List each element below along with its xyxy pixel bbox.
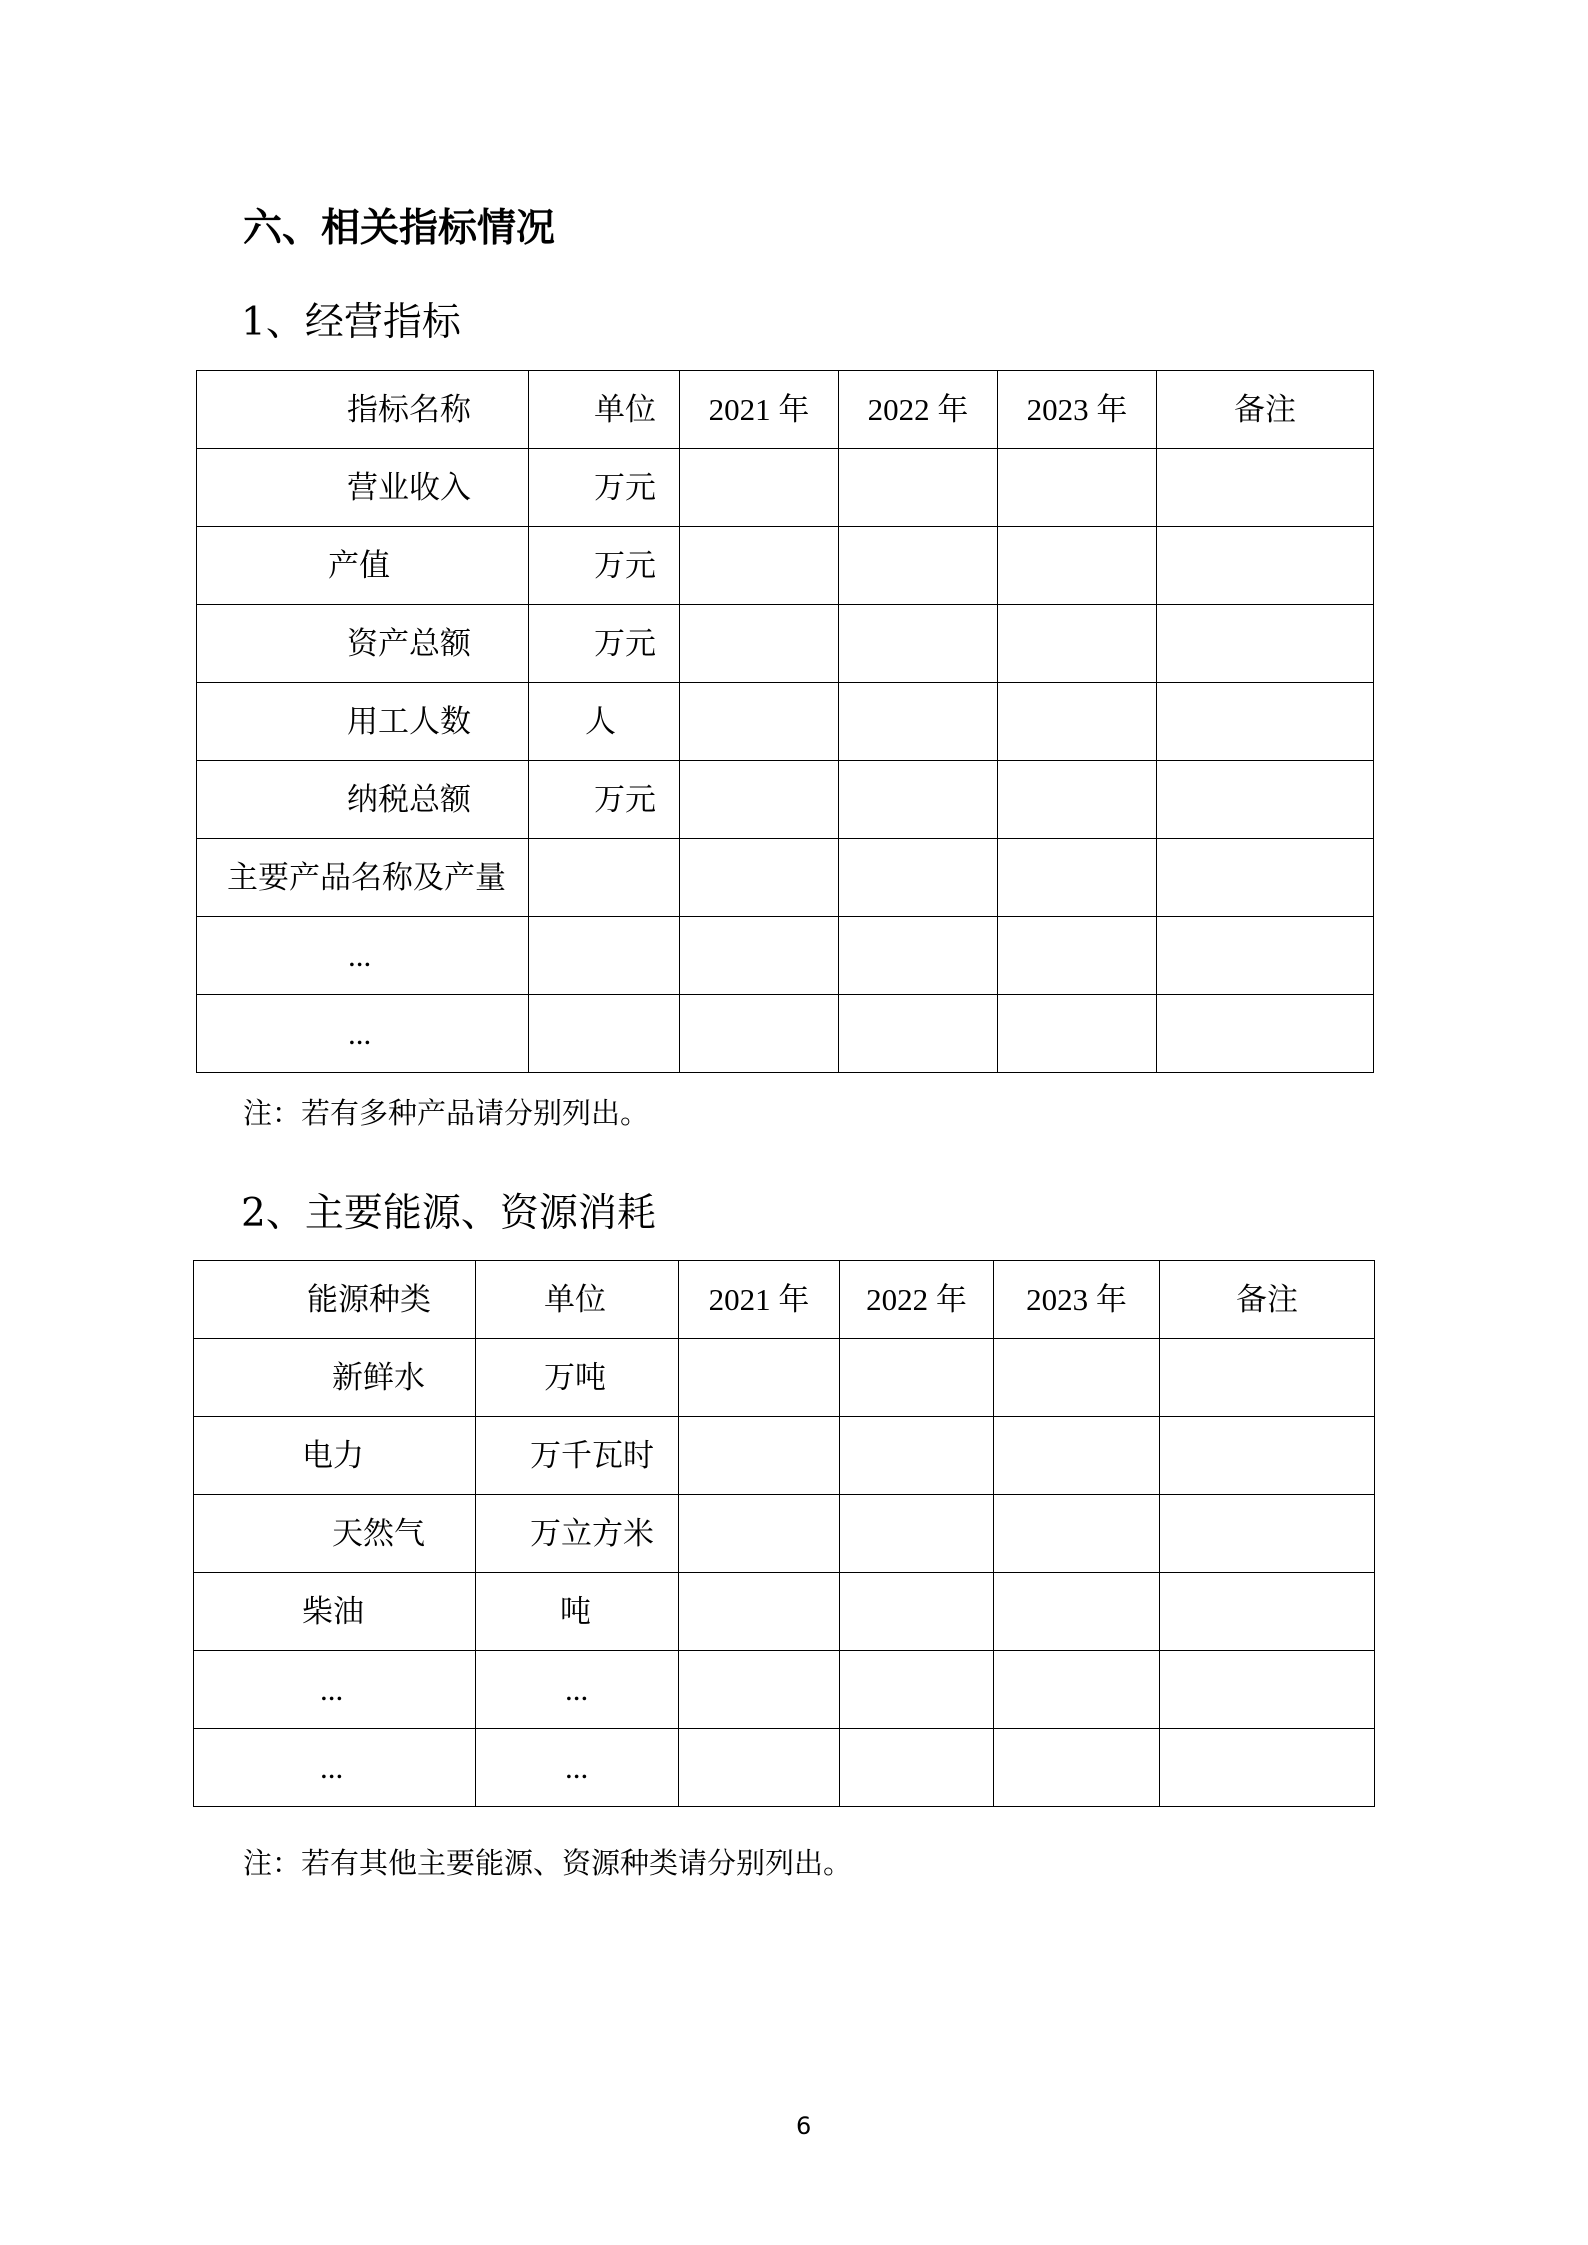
cell-2021 [680, 839, 839, 917]
cell-remarks [1160, 1573, 1375, 1651]
row-unit: ... [476, 1729, 679, 1807]
cell-2023 [994, 1729, 1160, 1807]
cell-remarks [1157, 761, 1374, 839]
table-row [194, 1417, 1375, 1495]
cell-2023 [994, 1573, 1160, 1651]
row-unit: ... [476, 1651, 679, 1729]
table-row [197, 527, 1374, 605]
header-2023: 2023 年 [998, 371, 1157, 449]
row-unit: 人 [529, 683, 680, 761]
row-name: ... [197, 995, 529, 1073]
table-row [197, 917, 1374, 995]
cell-2021 [679, 1339, 840, 1417]
cell-2022 [840, 1573, 994, 1651]
cell-2023 [998, 761, 1157, 839]
cell-2021 [680, 527, 839, 605]
table-row [197, 761, 1374, 839]
cell-remarks [1160, 1339, 1375, 1417]
row-name: 产值 [197, 527, 529, 605]
cell-2023 [998, 527, 1157, 605]
row-unit: 吨 [476, 1573, 679, 1651]
cell-2021 [679, 1495, 840, 1573]
cell-2021 [680, 683, 839, 761]
cell-remarks [1160, 1651, 1375, 1729]
cell-2023 [994, 1339, 1160, 1417]
cell-2023 [994, 1417, 1160, 1495]
cell-2021 [679, 1417, 840, 1495]
header-indicator-name: 指标名称 [197, 371, 529, 449]
row-unit [529, 995, 680, 1073]
row-unit: 万吨 [476, 1339, 679, 1417]
header-energy-type: 能源种类 [194, 1261, 476, 1339]
cell-2021 [680, 761, 839, 839]
cell-2022 [839, 917, 998, 995]
row-name: 天然气 [194, 1495, 476, 1573]
cell-2022 [839, 683, 998, 761]
row-unit [529, 917, 680, 995]
row-unit: 万元 [529, 605, 680, 683]
row-unit [529, 839, 680, 917]
cell-2022 [839, 839, 998, 917]
cell-2022 [839, 605, 998, 683]
row-unit: 万元 [529, 761, 680, 839]
header-unit: 单位 [476, 1261, 679, 1339]
table-row [194, 1651, 1375, 1729]
table-row [197, 995, 1374, 1073]
table-row [194, 1495, 1375, 1573]
table-row [197, 449, 1374, 527]
cell-2023 [998, 683, 1157, 761]
cell-2023 [994, 1495, 1160, 1573]
energy-table-note: 注：若有其他主要能源、资源种类请分别列出。 [243, 1846, 853, 1880]
header-remarks: 备注 [1160, 1261, 1375, 1339]
table-row [194, 1339, 1375, 1417]
row-name: ... [194, 1651, 476, 1729]
row-name: ... [194, 1729, 476, 1807]
cell-remarks [1157, 605, 1374, 683]
cell-2022 [839, 449, 998, 527]
cell-2021 [679, 1651, 840, 1729]
cell-remarks [1160, 1495, 1375, 1573]
row-unit: 万立方米 [476, 1495, 679, 1573]
cell-remarks [1157, 839, 1374, 917]
cell-2022 [839, 761, 998, 839]
cell-2021 [680, 917, 839, 995]
subsection-title-energy: 2、主要能源、资源消耗 [241, 1191, 656, 1236]
cell-2021 [680, 449, 839, 527]
page-number: 6 [796, 2112, 812, 2140]
cell-2022 [839, 527, 998, 605]
cell-2023 [998, 839, 1157, 917]
header-2021: 2021 年 [680, 371, 839, 449]
header-unit: 单位 [529, 371, 680, 449]
row-name: 纳税总额 [197, 761, 529, 839]
business-table-note: 注：若有多种产品请分别列出。 [243, 1096, 650, 1130]
cell-2023 [998, 605, 1157, 683]
cell-remarks [1160, 1729, 1375, 1807]
cell-2023 [998, 917, 1157, 995]
energy-consumption-table [193, 1260, 1375, 1807]
row-name: 资产总额 [197, 605, 529, 683]
row-name: 新鲜水 [194, 1339, 476, 1417]
row-name: 柴油 [194, 1573, 476, 1651]
header-2022: 2022 年 [840, 1261, 994, 1339]
cell-2022 [840, 1417, 994, 1495]
row-unit: 万元 [529, 449, 680, 527]
row-name: 用工人数 [197, 683, 529, 761]
header-2023: 2023 年 [994, 1261, 1160, 1339]
table-header-row [194, 1261, 1375, 1339]
cell-2022 [840, 1339, 994, 1417]
cell-remarks [1157, 449, 1374, 527]
header-2022: 2022 年 [839, 371, 998, 449]
cell-remarks [1157, 683, 1374, 761]
cell-2021 [679, 1573, 840, 1651]
cell-2021 [680, 995, 839, 1073]
header-2021: 2021 年 [679, 1261, 840, 1339]
row-name: 营业收入 [197, 449, 529, 527]
table-header-row [197, 371, 1374, 449]
cell-remarks [1157, 917, 1374, 995]
header-remarks: 备注 [1157, 371, 1374, 449]
table-row [197, 839, 1374, 917]
row-name: 主要产品名称及产量 [197, 839, 529, 917]
table-row [197, 605, 1374, 683]
cell-2022 [840, 1651, 994, 1729]
row-name: 电力 [194, 1417, 476, 1495]
table-row [194, 1573, 1375, 1651]
row-unit: 万千瓦时 [476, 1417, 679, 1495]
row-unit: 万元 [529, 527, 680, 605]
cell-remarks [1157, 527, 1374, 605]
cell-2021 [679, 1729, 840, 1807]
business-indicators-table [196, 370, 1374, 1073]
table-row [194, 1729, 1375, 1807]
row-name: ... [197, 917, 529, 995]
cell-2022 [840, 1495, 994, 1573]
cell-2022 [840, 1729, 994, 1807]
cell-2023 [994, 1651, 1160, 1729]
section-title: 六、相关指标情况 [243, 206, 556, 251]
cell-2021 [680, 605, 839, 683]
cell-2023 [998, 449, 1157, 527]
table-row [197, 683, 1374, 761]
cell-remarks [1160, 1417, 1375, 1495]
subsection-title-business: 1、经营指标 [241, 300, 461, 345]
cell-2022 [839, 995, 998, 1073]
cell-2023 [998, 995, 1157, 1073]
cell-remarks [1157, 995, 1374, 1073]
